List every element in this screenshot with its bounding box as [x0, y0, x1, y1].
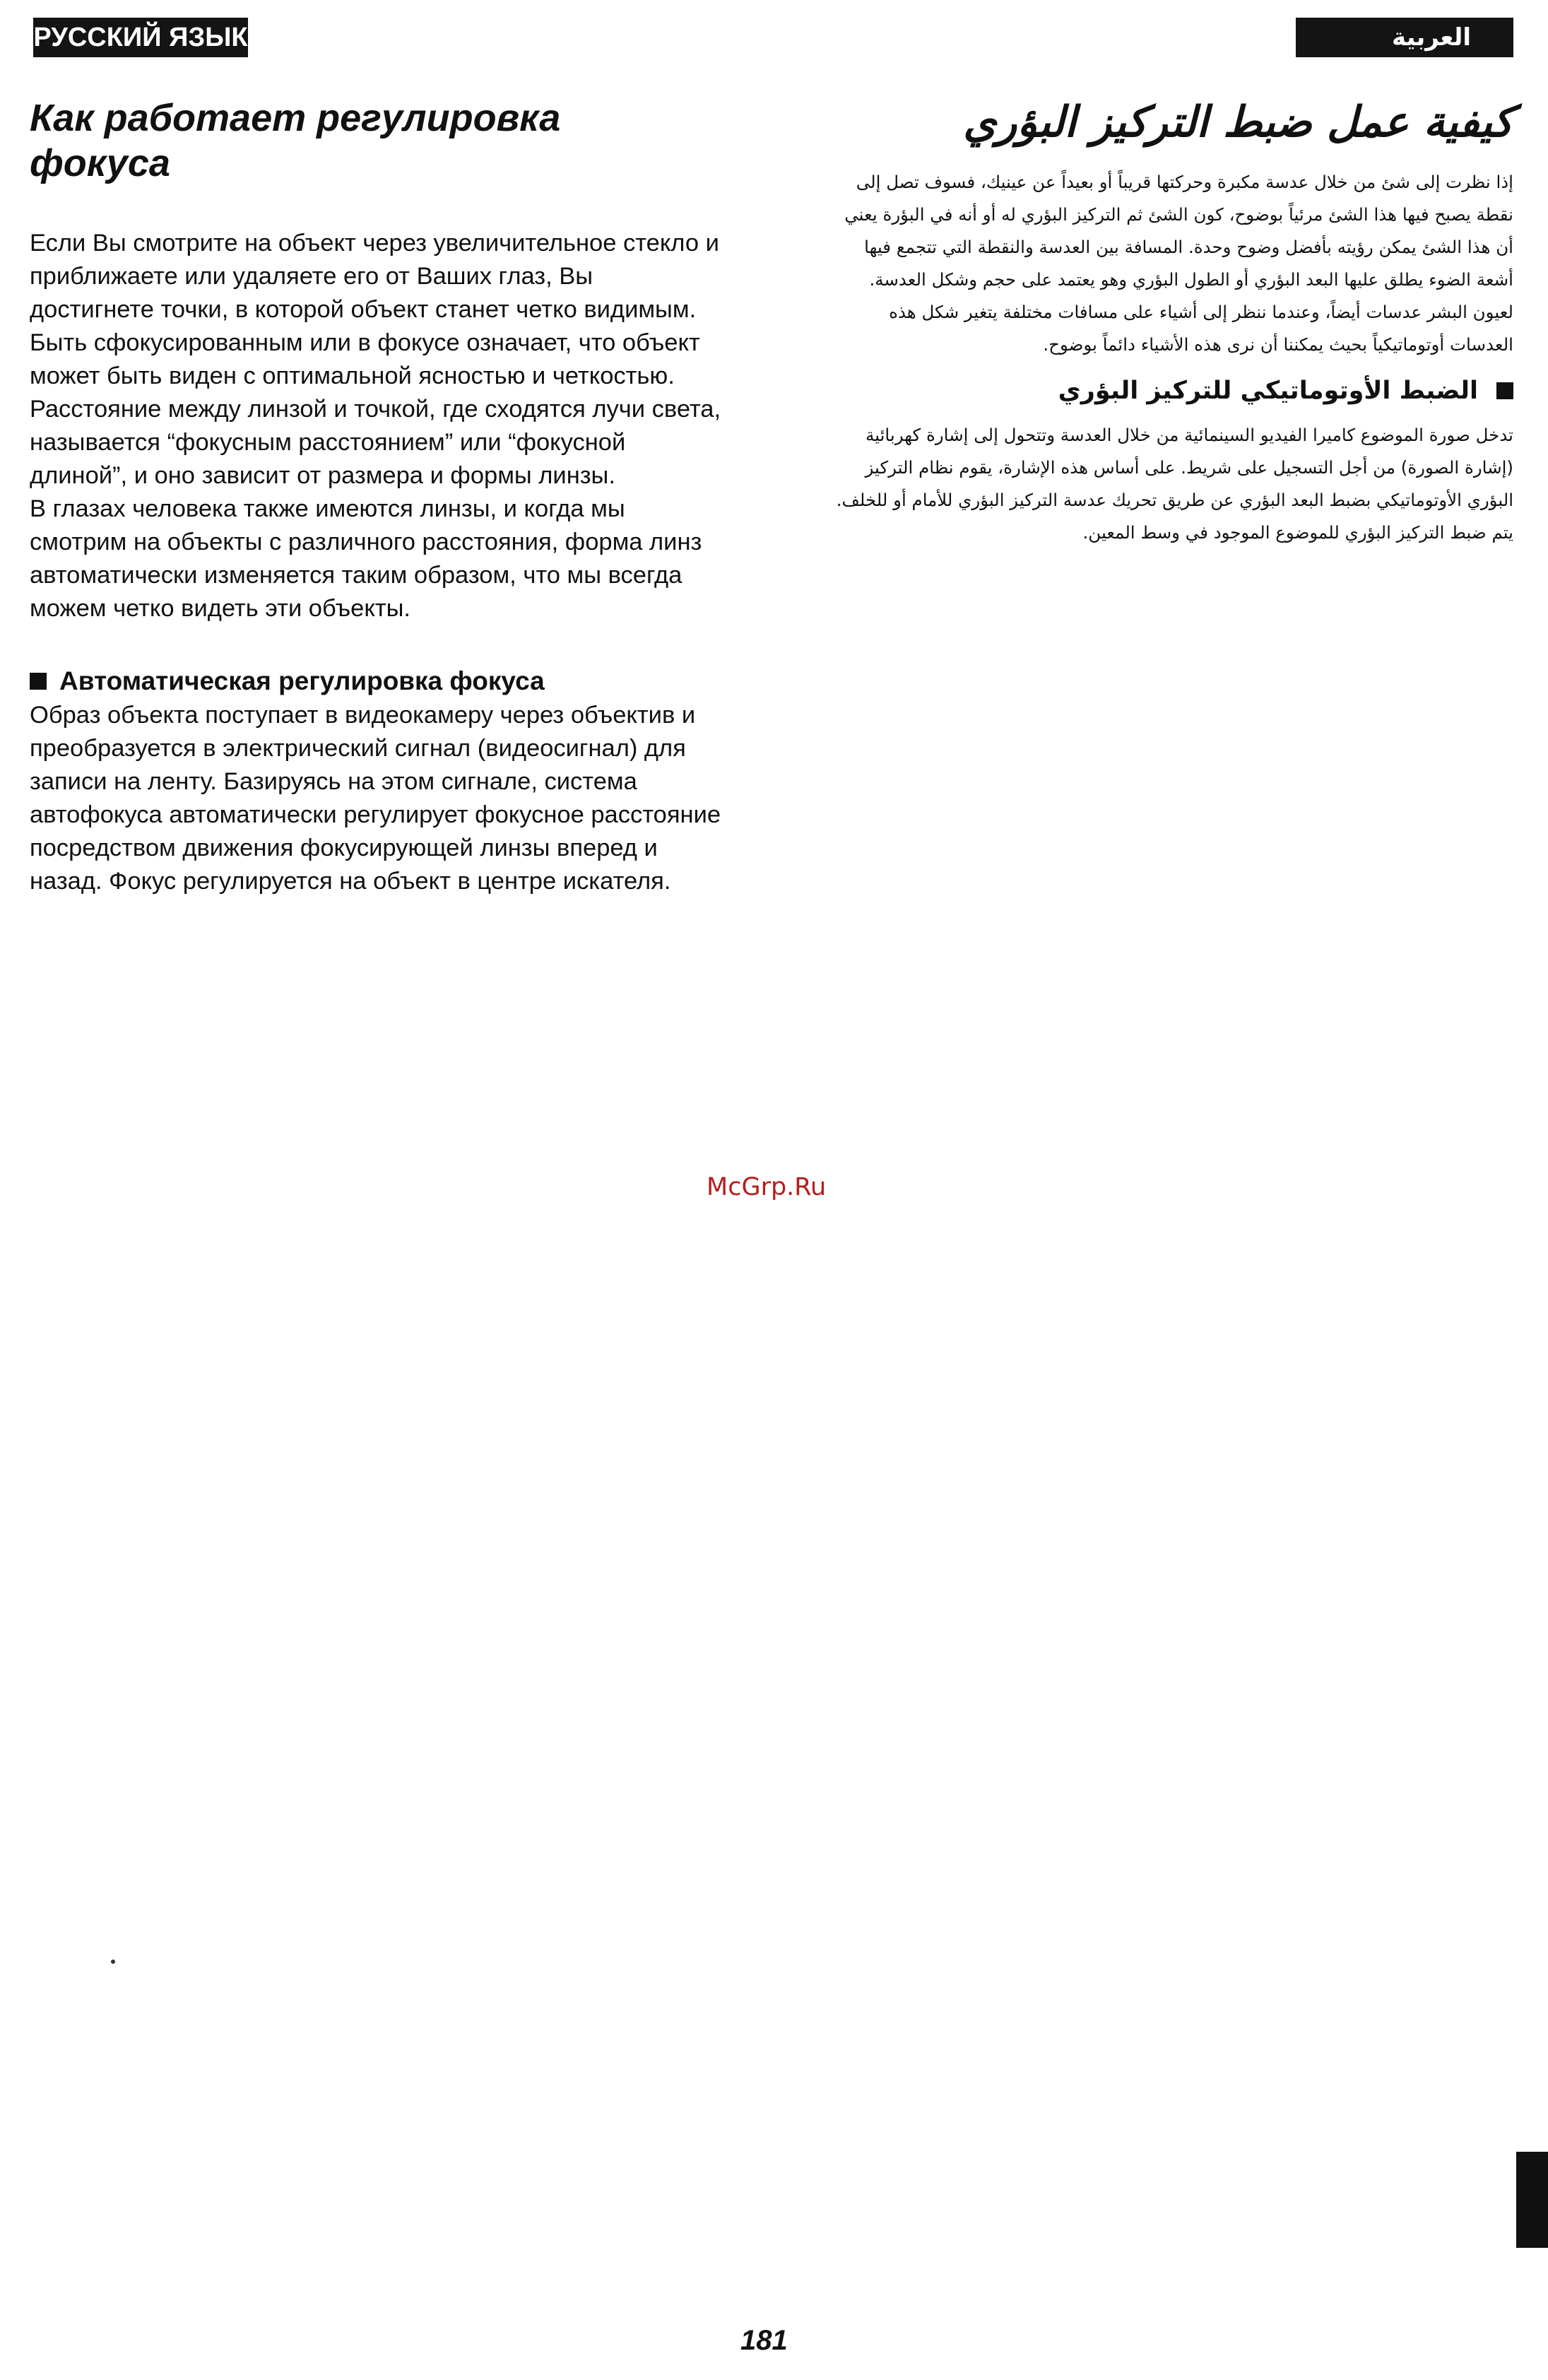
- russian-paragraph-3: В глазах человека также имеются линзы, и когда мы смотрим на объекты с различного расстояния, форма линз автоматически изменяется таким образом, что мы всегда можем четко видеть эти объекты.: [30, 495, 702, 622]
- watermark: McGrp.Ru: [707, 1173, 827, 1201]
- language-tab-russian: РУССКИЙ ЯЗЫК: [33, 18, 248, 57]
- russian-title: Как работает регулировка фокуса: [30, 97, 561, 184]
- square-bullet-icon: [30, 673, 47, 690]
- arabic-subheading: [834, 372, 1513, 409]
- stray-dot: [111, 1960, 115, 1964]
- square-bullet-icon: [1496, 382, 1513, 399]
- russian-paragraph-2: Быть сфокусированным или в фокусе означает, что объект может быть виден с оптимальной ясностью и четкостью. Расстояние между линзой и точкой, где сходятся лучи света, называется “фокусным расстоянием” или “фокусной длиной”, и оно зависит от размера и формы линзы.: [30, 329, 721, 489]
- russian-subheading: [30, 664, 722, 699]
- arabic-sub-paragraph-1: تدخل صورة الموضوع كاميرا الفيديو السينمائية من خلال العدسة وتتحول إلى إشارة كهربائية (إشارة الصورة) من أجل التسجيل على شريط. على أساس هذه الإشارة، يقوم نظام التركيز البؤري الأوتوماتيكي بضبط البعد البؤري عن طريق تحريك عدسة التركيز البؤري للأمام أو للخلف.: [836, 425, 1513, 510]
- arabic-title: كيفية عمل ضبط التركيز البؤري: [963, 98, 1513, 147]
- russian-paragraph-1: Если Вы смотрите на объект через увеличительное стекло и приближаете или удаляете его от Ваших глаз, Вы достигнете точки, в которой объект станет четко видимым.: [30, 230, 719, 323]
- arabic-paragraph-1: إذا نظرت إلى شئ من خلال عدسة مكبرة وحركتها قريباً أو بعيداً عن عينيك، فسوف تصل إلى نقطة يصبح فيها هذا الشئ مرئياً بوضوح، كون الشئ ثم التركيز البؤري له أو أنه في البؤرة يعني أن هذا الشئ يمكن رؤيته بأفضل وضوح وحدة. المسافة بين العدسة والنقطة التي تتجمع فيها أشعة الضوء يطلق عليها البعد البؤري أو الطول البؤري وهو يعتمد على حجم وشكل العدسة.: [844, 172, 1513, 290]
- arabic-subheading-text: الضبط الأوتوماتيكي للتركيز البؤري: [1058, 377, 1478, 405]
- arabic-paragraph-2: لعيون البشر عدسات أيضاً، وعندما ننظر إلى أشياء على مسافات مختلفة يتغير شكل هذه العدسات أوتوماتيكياً بحيث يمكننا أن نرى هذه الأشياء دائماً بوضوح.: [889, 302, 1513, 355]
- russian-subheading-text: Автоматическая регулировка фокуса: [59, 666, 545, 695]
- russian-column: [30, 95, 722, 898]
- arabic-sub-paragraph-2: يتم ضبط التركيز البؤري للموضوع الموجود في وسط المعين.: [1082, 522, 1513, 543]
- arabic-column: [834, 95, 1513, 549]
- page-number: 181: [740, 2325, 788, 2356]
- russian-sub-paragraph: Образ объекта поступает в видеокамеру через объектив и преобразуется в электрический сигнал (видеосигнал) для записи на ленту. Базируясь на этом сигнале, система автофокуса автоматически регулирует фокусное расстояние посредством движения фокусирующей линзы вперед и назад. Фокус регулируется на объект в центре искателя.: [30, 702, 721, 895]
- page-edge-marker: [1516, 2152, 1548, 2248]
- language-tab-arabic: العربية: [1296, 18, 1513, 57]
